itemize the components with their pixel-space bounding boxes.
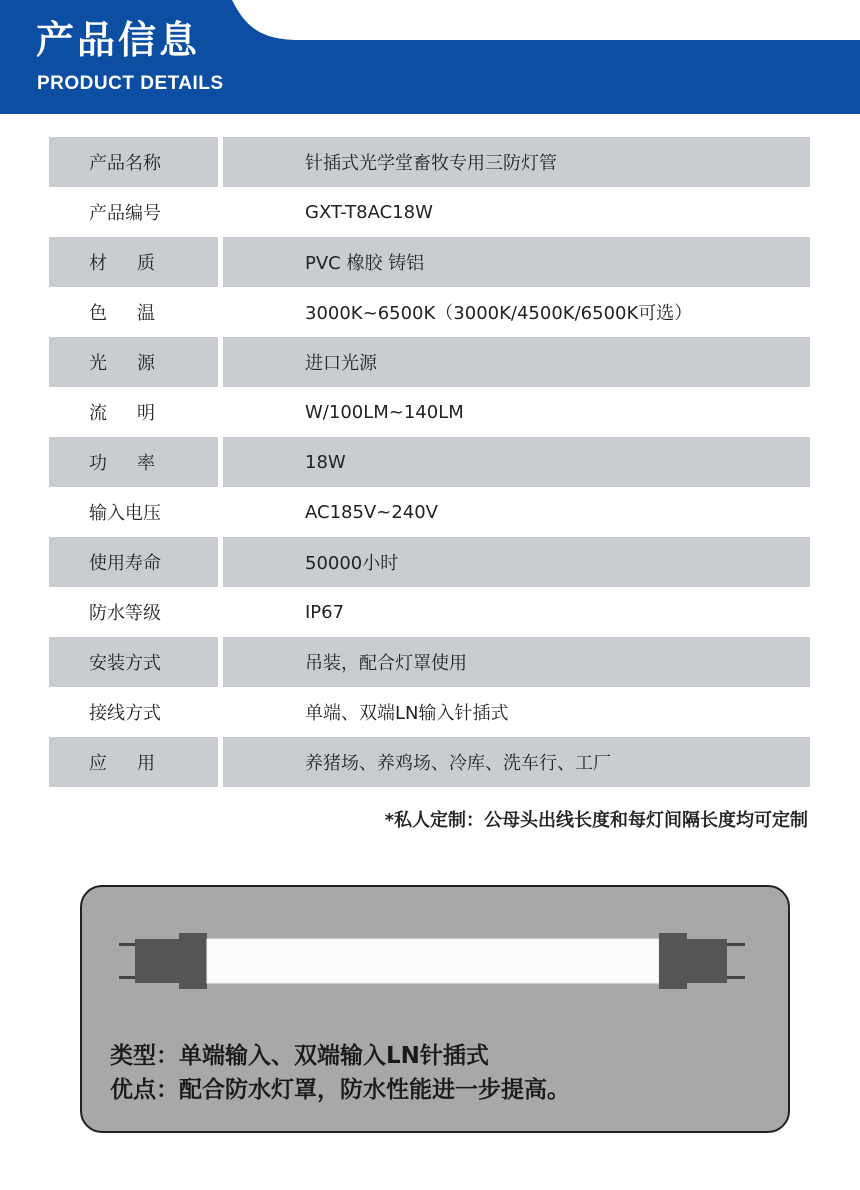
product-advantage-line: 优点：配合防水灯罩，防水性能进一步提高。 [110, 1077, 570, 1103]
spec-row-color-temp [49, 287, 810, 337]
spec-label: 色 温 [89, 303, 155, 324]
spec-label: 产品名称 [49, 137, 218, 187]
spec-row-code [49, 187, 810, 237]
spec-label: 接线方式 [89, 703, 161, 724]
spec-label: 材 质 [49, 237, 218, 287]
spec-label: 光 源 [49, 337, 218, 387]
spec-value: 单端、双端LN输入针插式 [305, 703, 509, 724]
page-title: 产品信息 [36, 18, 201, 62]
spec-label: 应 用 [49, 737, 218, 787]
spec-value: IP67 [305, 601, 345, 623]
spec-value: 进口光源 [223, 337, 810, 387]
spec-row-voltage [49, 487, 810, 537]
led-tube-illustration [117, 931, 757, 991]
spec-label: 防水等级 [89, 603, 161, 624]
spec-value: 针插式光学堂畜牧专用三防灯管 [223, 137, 810, 187]
spec-row-wiring [49, 687, 810, 737]
spec-value: PVC 橡胶 铸铝 [223, 237, 810, 287]
spec-value: 3000K~6500K（3000K/4500K/6500K可选） [305, 303, 693, 324]
spec-label: 安装方式 [49, 637, 218, 687]
page-subtitle: PRODUCT DETAILS [37, 73, 224, 94]
spec-table [49, 137, 810, 787]
spec-row-waterproof [49, 587, 810, 637]
spec-value: 50000小时 [223, 537, 810, 587]
spec-label: 输入电压 [89, 503, 161, 524]
spec-row-lumen [49, 387, 810, 437]
spec-row-name [49, 137, 810, 187]
spec-row-power [49, 437, 810, 487]
spec-row-installation [49, 637, 810, 687]
spec-value: 18W [223, 437, 810, 487]
spec-value: GXT-T8AC18W [305, 201, 433, 223]
spec-label: 使用寿命 [49, 537, 218, 587]
spec-value: W/100LM~140LM [305, 401, 464, 423]
product-illustration-box [80, 885, 790, 1133]
product-type-line: 类型：单端输入、双端输入LN针插式 [110, 1043, 489, 1069]
spec-value: 养猪场、养鸡场、冷库、洗车行、工厂 [223, 737, 810, 787]
spec-row-application [49, 737, 810, 787]
spec-row-material [49, 237, 810, 287]
spec-value: AC185V~240V [305, 501, 438, 523]
spec-value: 吊装，配合灯罩使用 [223, 637, 810, 687]
header-banner [0, 0, 860, 114]
spec-label: 功 率 [49, 437, 218, 487]
spec-row-light-source [49, 337, 810, 387]
spec-row-lifespan [49, 537, 810, 587]
spec-label: 产品编号 [89, 203, 161, 224]
custom-note: *私人定制：公母头出线长度和每灯间隔长度均可定制 [384, 810, 808, 831]
spec-label: 流 明 [89, 403, 155, 424]
